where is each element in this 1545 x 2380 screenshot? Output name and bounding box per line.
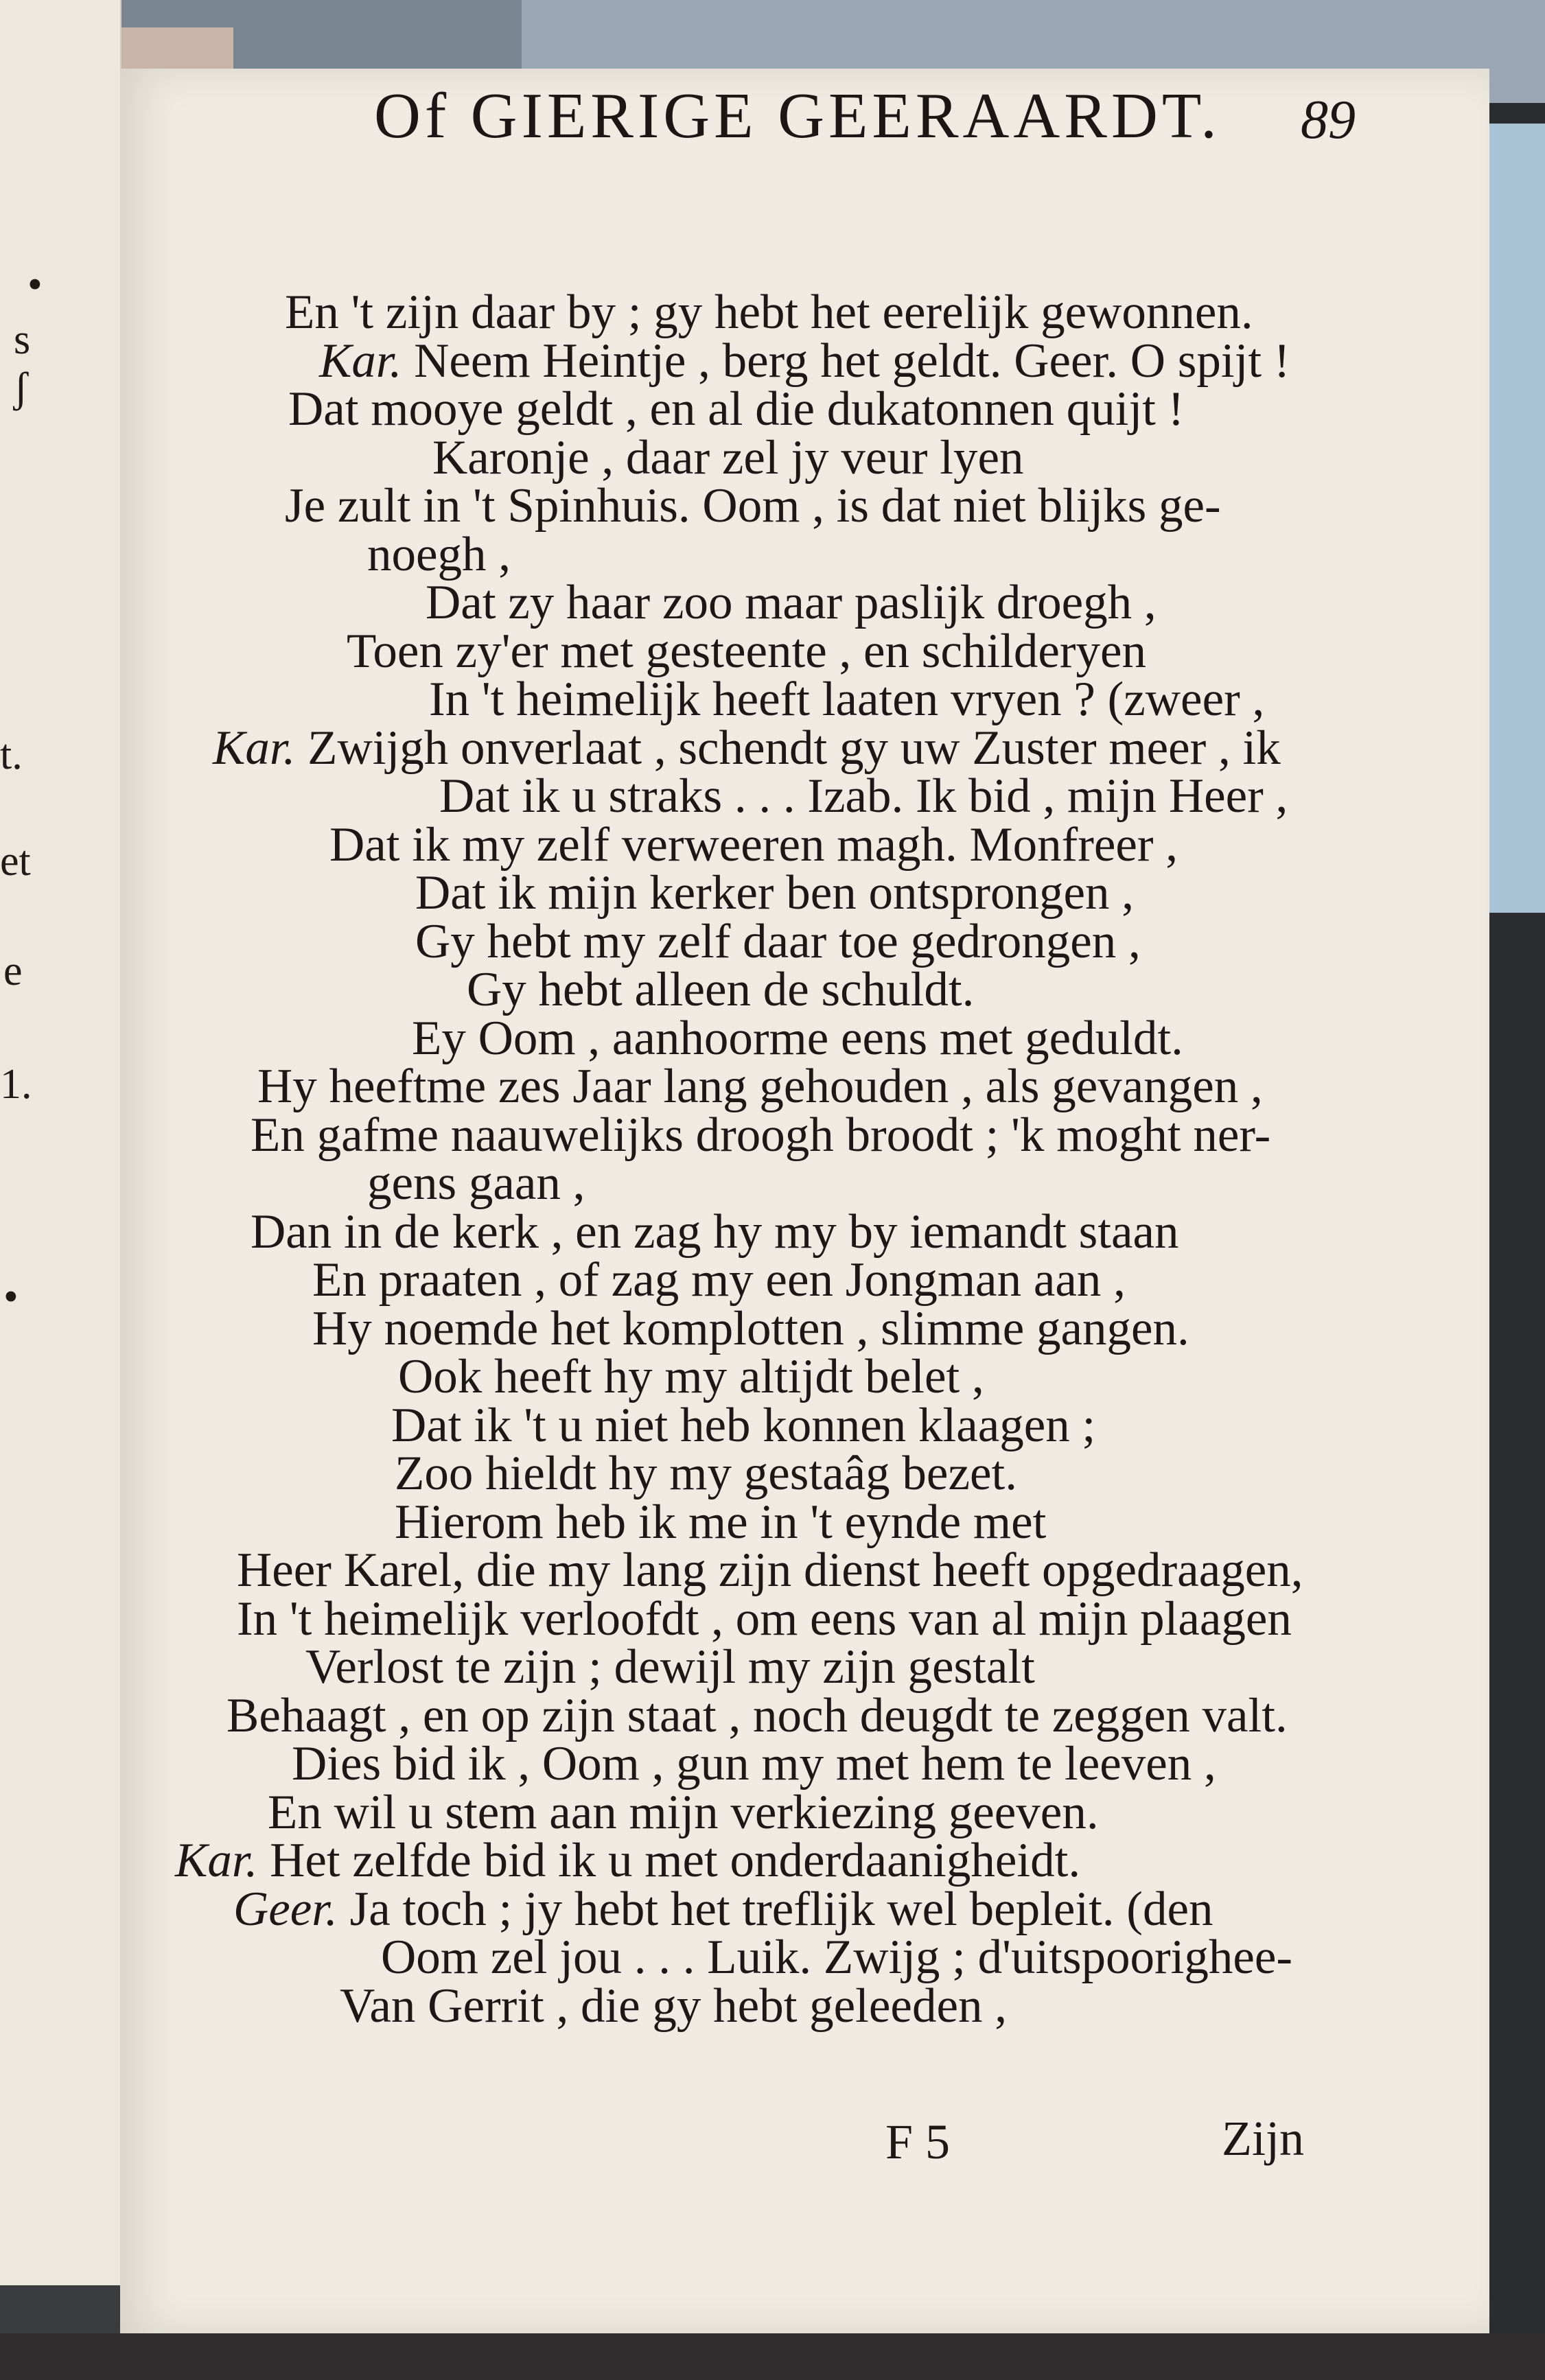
line-text: Ja toch ; jy hebt het treflijk wel bepleit. (den bbox=[337, 1882, 1213, 1936]
line-text: Verlost te zijn ; dewijl my zijn gestalt bbox=[305, 1640, 1035, 1694]
line-text: Ey Oom , aanhoorme eens met geduldt. bbox=[412, 1011, 1183, 1065]
text-line bbox=[426, 576, 1157, 629]
page-number: 89 bbox=[1301, 90, 1356, 150]
speaker-label: Kar. bbox=[213, 721, 296, 775]
left-edge-char: t. bbox=[0, 732, 23, 778]
line-text: Hierom heb ik me in 't eynde met bbox=[395, 1495, 1047, 1549]
speaker-label: Kar. bbox=[319, 334, 402, 388]
text-line bbox=[285, 285, 1253, 339]
text-line bbox=[288, 382, 1185, 436]
line-text: Ook heeft hy my altijdt belet , bbox=[398, 1350, 984, 1403]
line-text: Zwijgh onverlaat , schendt gy uw Zuster meer , ik bbox=[295, 721, 1281, 775]
line-text: Dat ik u straks . . . Izab. Ik bid , mijn Heer , bbox=[439, 769, 1288, 823]
line-text: In 't heimelijk verloofdt , om eens van al mijn plaagen bbox=[237, 1591, 1292, 1646]
left-edge-char: e bbox=[3, 948, 23, 994]
text-line bbox=[381, 1930, 1293, 1984]
left-edge-char: 1. bbox=[0, 1061, 32, 1108]
line-text: Toen zy'er met gesteente , en schilderyen bbox=[347, 624, 1147, 678]
line-text: In 't heimelijk heeft laaten vryen ? (zweer , bbox=[429, 673, 1265, 726]
text-line bbox=[292, 1737, 1216, 1790]
running-title: Of GIERIGE GEERAARDT. bbox=[374, 80, 1221, 152]
line-text: Gy hebt alleen de schuldt. bbox=[467, 963, 975, 1016]
text-line bbox=[251, 1204, 1179, 1259]
text-line bbox=[367, 1156, 585, 1210]
line-text: Dat ik 't u niet heb konnen klaagen ; bbox=[391, 1398, 1096, 1452]
line-text: En gafme naauwelijks droogh broodt ; 'k moght ner- bbox=[251, 1108, 1271, 1162]
text-line bbox=[467, 963, 975, 1016]
text-line bbox=[340, 1979, 1007, 2033]
line-text: Hy noemde het komplotten , slimme gangen. bbox=[312, 1301, 1189, 1355]
line-text: Behaagt , en op zijn staat , noch deugdt te zeggen valt. bbox=[226, 1688, 1288, 1742]
line-text: En wil u stem aan mijn verkiezing geeven. bbox=[268, 1785, 1099, 1839]
line-text: Oom zel jou . . . Luik. Zwijg ; d'uitspoorighee- bbox=[381, 1930, 1293, 1984]
text-line bbox=[312, 1301, 1189, 1355]
line-text: Zoo hieldt hy my gestaâg bezet. bbox=[395, 1447, 1017, 1500]
line-text: Heer Karel, die my lang zijn dienst heeft opgedraagen, bbox=[237, 1543, 1303, 1597]
line-text: noegh , bbox=[367, 527, 511, 581]
line-text: Gy hebt my zelf daar toe gedrongen , bbox=[415, 914, 1141, 968]
line-text: Dan in de kerk , en zag hy my by iemandt staan bbox=[251, 1204, 1179, 1259]
text-line bbox=[395, 1449, 1017, 1498]
text-line bbox=[237, 1543, 1303, 1597]
text-line bbox=[305, 1640, 1035, 1694]
signature-mark: F 5 bbox=[885, 2114, 951, 2169]
line-text: Van Gerrit , die gy hebt geleeden , bbox=[340, 1979, 1007, 2033]
left-edge-char: ʃ bbox=[14, 364, 28, 411]
left-edge-char: et bbox=[0, 838, 31, 885]
catchword: Zijn bbox=[1222, 2111, 1304, 2166]
text-line bbox=[415, 914, 1141, 968]
text-line bbox=[439, 769, 1288, 823]
line-text: Dat ik my zelf verweeren magh. Monfreer , bbox=[329, 817, 1178, 872]
text-line bbox=[233, 1882, 1213, 1936]
text-line bbox=[432, 430, 1024, 485]
text-line bbox=[226, 1688, 1288, 1742]
line-text: gens gaan , bbox=[367, 1156, 585, 1210]
speaker-label: Kar. bbox=[175, 1834, 258, 1887]
line-text: En 't zijn daar by ; gy hebt het eerelijk gewonnen. bbox=[285, 285, 1253, 339]
line-text: Dat zy haar zoo maar paslijk droegh , bbox=[426, 576, 1157, 629]
text-line bbox=[329, 817, 1178, 872]
line-text: Dies bid ik , Oom , gun my met hem te leeven , bbox=[292, 1737, 1216, 1790]
line-text: Dat ik mijn kerker ben ontsprongen , bbox=[415, 866, 1135, 920]
line-text: Het zelfde bid ik u met onderdaanigheidt. bbox=[257, 1834, 1081, 1887]
line-text: Je zult in 't Spinhuis. Oom , is dat niet blijks ge- bbox=[285, 479, 1221, 533]
speaker-label: Geer. bbox=[233, 1882, 338, 1936]
text-line bbox=[285, 479, 1221, 533]
text-line bbox=[237, 1591, 1292, 1646]
line-text: Hy heeftme zes Jaar lang gehouden , als gevangen , bbox=[257, 1060, 1263, 1113]
text-line bbox=[312, 1253, 1126, 1307]
text-line bbox=[367, 527, 511, 581]
line-text: En praaten , of zag my een Jongman aan , bbox=[312, 1253, 1126, 1307]
background-bottom bbox=[0, 2333, 1545, 2380]
text-line bbox=[257, 1062, 1263, 1111]
text-line bbox=[391, 1398, 1096, 1452]
text-line bbox=[429, 675, 1264, 724]
text-line bbox=[268, 1785, 1099, 1839]
left-edge-char: • bbox=[27, 261, 43, 308]
line-text: Dat mooye geldt , en al die dukatonnen quijt ! bbox=[288, 382, 1185, 436]
line-text: Neem Heintje , berg het geldt. Geer. O spijt ! bbox=[402, 334, 1290, 388]
left-edge-char: • bbox=[3, 1274, 19, 1320]
left-page-edge bbox=[0, 0, 121, 2285]
left-edge-char: s bbox=[14, 316, 31, 363]
text-line bbox=[319, 334, 1290, 388]
text-line bbox=[398, 1350, 984, 1403]
text-line bbox=[175, 1836, 1080, 1885]
text-line bbox=[412, 1011, 1183, 1065]
text-line bbox=[251, 1108, 1271, 1162]
line-text: Karonje , daar zel jy veur lyen bbox=[432, 430, 1024, 485]
text-line bbox=[347, 624, 1147, 678]
text-line bbox=[415, 866, 1135, 920]
text-line bbox=[395, 1495, 1047, 1549]
text-line bbox=[213, 721, 1281, 775]
